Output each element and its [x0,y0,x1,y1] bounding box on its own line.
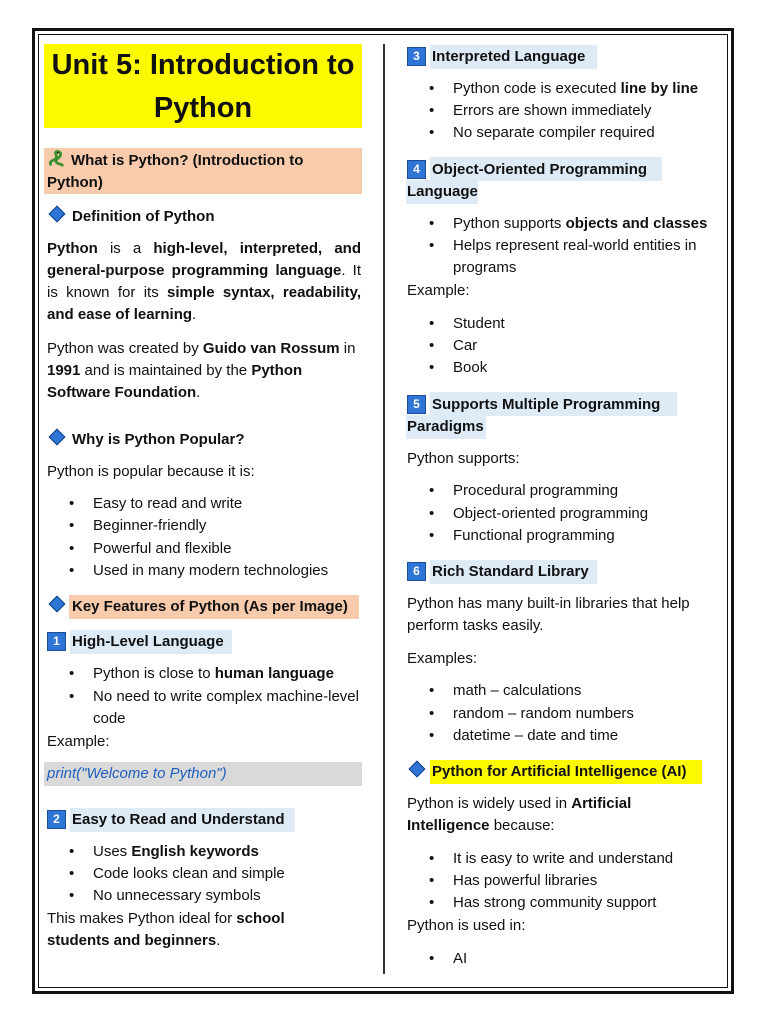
list-item: • Powerful and flexible [93,538,231,560]
text-run: simple syntax, readability, and ease of learning [47,284,361,323]
definition-paragraph [47,238,361,326]
text-run: because: [489,817,555,834]
list-item: • Python is close to human language [93,663,334,685]
feature-2-heading: 2 Easy to Read and Understand [47,809,285,831]
feature-5-heading: 5 Supports Multiple Programming [407,394,660,416]
library-paragraph: Python has many built-in libraries that help perform tasks easily. [407,595,690,634]
text-run: . [192,306,197,323]
example-label: Example: [407,282,470,299]
why-heading: Why is Python Popular? [47,429,245,451]
text-run: Python [47,240,98,257]
feature-5-heading-cont: Paradigms [407,418,484,435]
text-run: Guido van Rossum [202,340,340,357]
text-run: . It is known for its [47,262,361,301]
text-run: is a [97,240,154,257]
feature-2-paragraph [47,908,317,952]
feature-1-heading: 1 High-Level Language [47,631,224,653]
page-title: Unit 5: Introduction to Python [44,44,362,128]
list-item: • Used in many modern technologies [93,560,328,582]
key-features-heading: Key Features of Python (As per Image) [47,596,348,618]
snake-icon [47,150,65,168]
number-badge-icon: 6 [407,562,426,581]
number-badge-icon: 5 [407,395,426,414]
list-item: • Python supports objects and classes [453,213,707,235]
list-item: • Student [453,313,505,335]
list-item: • Has powerful libraries [453,870,597,892]
list-item: • Car [453,335,477,357]
text-run: in [339,340,356,357]
diamond-bullet-icon [409,761,426,778]
feature-6-heading: 6 Rich Standard Library [407,561,589,583]
list-item: • Errors are shown immediately [453,100,651,122]
text-run: Python is widely used in [407,795,572,812]
text-run: Python was created by [47,340,203,357]
list-item: • Uses English keywords [93,841,259,863]
list-item: • No need to write complex machine-level code [93,686,361,730]
code-sample: print("Welcome to Python") [47,765,227,782]
list-item: • Object-oriented programming [453,503,648,525]
creator-paragraph [47,338,361,404]
number-badge-icon: 4 [407,160,426,179]
list-item: • AI [453,948,467,970]
list-item: • Easy to read and write [93,493,242,515]
text-run: Python Software Foundation [47,362,303,401]
feature-3-heading: 3 Interpreted Language [407,46,585,68]
list-item: • random – random numbers [453,703,634,725]
ai-paragraph [407,793,667,837]
why-intro: Python is popular because it is: [47,463,255,480]
diamond-bullet-icon [49,429,66,446]
list-item: • Has strong community support [453,892,656,914]
text-run: This makes Python ideal for [47,910,237,927]
paradigms-intro: Python supports: [407,450,520,467]
list-item: • Procedural programming [453,480,618,502]
list-item: • Book [453,357,487,379]
feature-4-heading-cont: Language [407,183,478,200]
what-heading: What is Python? (Introduction to Python) [47,152,304,191]
list-item: • Code looks clean and simple [93,863,285,885]
text-run: and is maintained by the [80,362,252,379]
number-badge-icon: 1 [47,632,66,651]
definition-heading: Definition of Python [47,206,214,228]
list-item: • Beginner-friendly [93,515,206,537]
text-run: . [196,384,201,401]
ai-used-label: Python is used in: [407,917,526,934]
list-item: • Functional programming [453,525,615,547]
ai-heading: Python for Artificial Intelligence (AI) [407,761,686,783]
list-item: • Helps represent real-world entities in programs [453,235,723,279]
examples-label: Examples: [407,650,478,667]
text-run: . [216,932,221,949]
number-badge-icon: 3 [407,47,426,66]
list-item: • datetime – date and time [453,725,618,747]
feature-4-heading: 4 Object-Oriented Programming [407,159,647,181]
column-divider [383,44,385,974]
diamond-bullet-icon [49,596,66,613]
text-run: high-level, interpreted, and general-purpose programming language [47,240,361,279]
list-item: • No unnecessary symbols [93,885,261,907]
list-item: • math – calculations [453,680,581,702]
text-run: Artificial Intelligence [407,795,632,834]
diamond-bullet-icon [49,206,66,223]
list-item: • No separate compiler required [453,122,655,144]
text-run: 1991 [47,362,81,379]
text-run: school students and beginners [47,910,285,949]
list-item: • Python code is executed line by line [453,78,698,100]
number-badge-icon: 2 [47,810,66,829]
list-item: • It is easy to write and understand [453,848,673,870]
example-label: Example: [47,733,110,750]
